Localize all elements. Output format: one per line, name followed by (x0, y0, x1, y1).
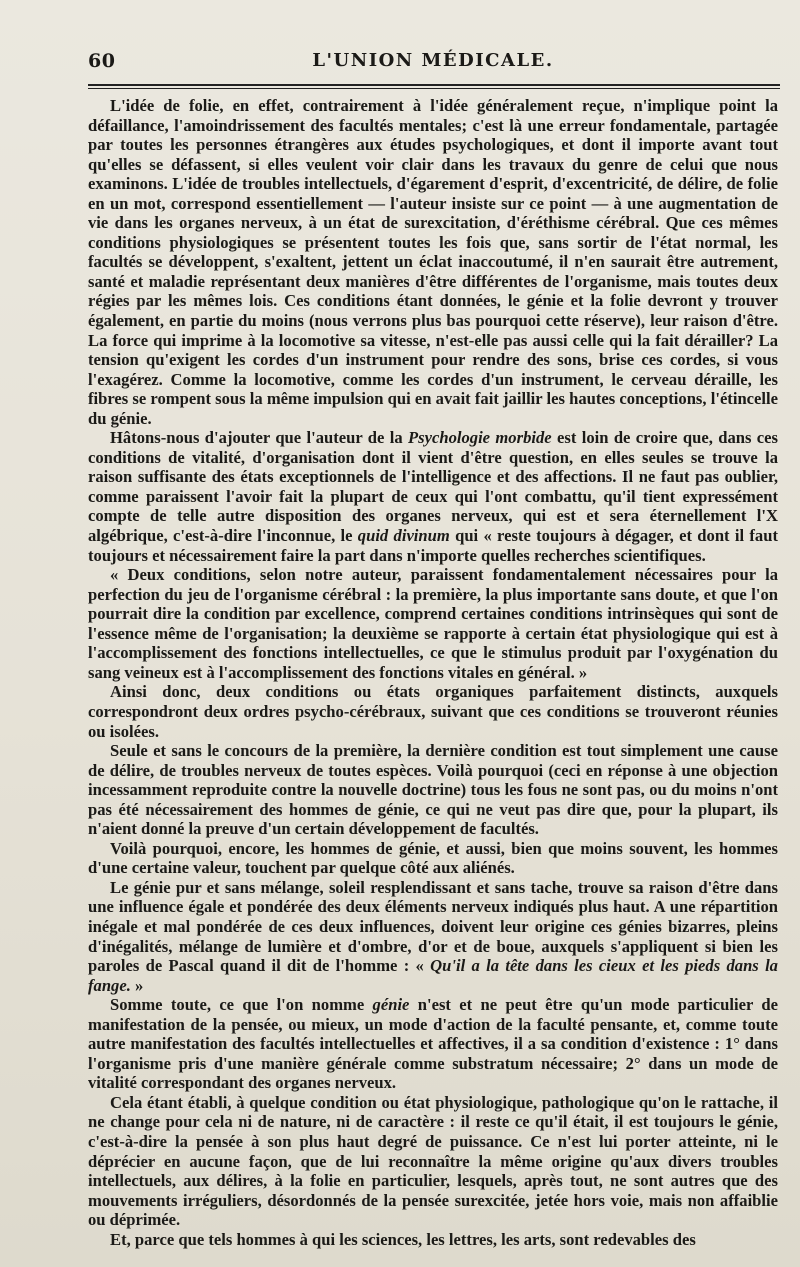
page-header (88, 50, 778, 78)
article-body (88, 96, 778, 1261)
page-number: 60 (88, 50, 116, 72)
paragraph-deux-conditions: « Deux conditions, selon notre auteur, paraissent fondamentalement nécessaires pour la perfection du jeu de l'organisme cérébral : la première, la plus importante sans doute, et que l'on pourrait dire la condition par excellence, comprend certaines conditions intrinsèques qui sont de l'essence même de l'organisation; la deuxième se rapporte à certain état physiologique qui est à l'accomplissement des fonctions intellectuelles, ce que le stimulus produit par l'oxygénation du sang veineux est à l'accomplissement des fonctions vitales en général. » (88, 565, 778, 682)
paragraph-psychologie-morbide (88, 428, 778, 565)
paragraph-text: » (130, 975, 144, 995)
term-genie: génie (372, 995, 410, 1015)
paragraph-ainsi-donc: Ainsi donc, deux conditions ou états organiques parfaitement distincts, auxquels correspondront deux ordres psycho-cérébraux, suivant que ces conditions se trouveront réunies ou isolées. (88, 682, 778, 741)
paragraph-seule-et-sans: Seule et sans le concours de la première, la dernière condition est tout simplement une cause de délire, de troubles nerveux de toutes espèces. Voilà pourquoi (ceci en réponse à une objection incessamment reproduite contre la nouvelle doctrine) tous les fous ne sont pas, ou du moins n'ont pas été nécessairement des hommes de génie, ce qui ne veut pas dire que, pour la plupart, ils n'aient donné la preuve d'un certain développement de facultés. (88, 741, 778, 839)
paragraph-text: Le génie pur et sans mélange, soleil resplendissant et sans tache, trouve sa raison d'être dans une influence égale et pondérée des deux éléments nerveux indiqués plus haut. A une répartition inégale et mal pondérée de ces deux influences, doivent leur origine ces génies bizarres, pleins d'inégalités, mélange de lumière et d'ombre, d'or et de boue, auxquels s'appliquent si bien les paroles de Pascal quand il dit de l'homme : « (88, 877, 778, 976)
header-rule (88, 84, 780, 89)
paragraph-cela-etant-etabli: Cela étant établi, à quelque condition ou état physiologique, pathologique qu'on le rattache, il ne change pour cela ni de nature, ni de caractère : il reste ce qu'il était, il est toujours le génie, c'est-à-dire la pensée à son plus haut degré de puissance. Ce n'est lui porter atteinte, ni le déprécier en aucune façon, que de lui reconnaître la même origine qu'aux divers troubles intellectuels, aux délires, à la folie en particulier, lesquels, après tout, ne sont autres que des mouvements irréguliers, désordonnés de la pensée surexcitée, jetée hors voie, mais non affaiblie ou déprimée. (88, 1092, 778, 1230)
latin-quid-divinum: quid divinum (357, 526, 450, 546)
running-title: L'UNION MÉDICALE. (312, 50, 554, 71)
paragraph-genie-pur (88, 878, 778, 995)
paragraph-et-parce-que: Et, parce que tels hommes à qui les sciences, les lettres, les arts, sont redevables des (110, 1229, 696, 1249)
paragraph-voila-pourquoi: Voilà pourquoi, encore, les hommes de génie, et aussi, bien que moins souvent, les hommes d'une certaine valeur, touchent par quelque côté aux aliénés. (88, 838, 778, 878)
paragraph-text: n'est et ne peut être qu'un mode particulier de manifestation de la pensée, ou mieux, un mode d'action de la faculté pensante, et, comme toute autre manifestation des facultés intellectuelles et affectives, il a sa condition d'existence : 1° dans l'organisme pris d'une manière générale comme substratum nécessaire; 2° dans un mode de vitalité correspondant des organes nerveux. (88, 995, 778, 1093)
pascal-quote: Qu'il a la tête dans les cieux et les pieds dans la fange. (88, 956, 778, 995)
paragraph-text: Somme toute, ce que l'on nomme (110, 995, 373, 1015)
paragraph-folie-definition: L'idée de folie, en effet, contrairement à l'idée généralement reçue, n'implique point la défaillance, l'amoindrissement des facultés mentales; c'est là une erreur fondamentale, partagée par toutes les personnes étrangères aux études psychologiques, et dont il importe avant tout qu'elles se défassent, si elles veulent voir clair dans les travaux du genre de celui que nous examinons. L'idée de troubles intellectuels, d'égarement d'esprit, d'excentricité, de délire, de folie en un mot, correspond essentiellement — l'auteur insiste sur ce point — à une augmentation de vie dans les organes nerveux, à un état de surexcitation, d'éréthisme cérébral. Que ces mêmes conditions physiologiques se présentent toutes les fois que, sans sortir de l'état normal, les facultés se développent, s'exaltent, jettent un éclat inaccoutumé, il n'en saurait être autrement, santé et maladie représentant deux manières d'être différentes de l'organisme, mais toutes deux régies par les mêmes lois. Ces conditions étant données, le génie et la folie devront y trouver également, en partie du moins (nous verrons plus bas pourquoi cette réserve), leur raison d'être. La force qui imprime à la locomotive sa vitesse, n'est-elle pas aussi celle qui la fait dérailler? La tension qu'exigent les cordes d'un instrument pour rendre des sons, brise ces cordes, si vous l'exagérez. Comme la locomotive, comme les cordes d'un instrument, le cerveau déraille, les fibres se rompent sous la même impulsion qui en avait fait jaillir les hautes conceptions, l'étincelle du génie. (88, 96, 778, 428)
paragraph-text: Hâtons-nous d'ajouter que l'auteur de la (110, 428, 409, 448)
paragraph-somme-toute (88, 995, 778, 1093)
paragraph-text: qui « reste toujours à dégager, et dont il faut toujours et nécessairement faire la part dans n'importe quelles recherches scientifiques. (88, 526, 778, 565)
book-title-psychologie-morbide: Psychologie morbide (408, 428, 552, 448)
paragraph-text: est loin de croire que, dans ces conditions de vitalité, d'organisation dont il vient d'être question, en elles seules se trouve la raison suffisante des états exceptionnels de l'intelligence et des affections. Il ne faut pas oublier, comme paraissent l'avoir fait la plupart de ceux qui l'ont combattu, qu'il tient expressément compte de telle autre disposition des organes nerveux, qui est et sera éternellement l'X algébrique, c'est-à-dire l'inconnue, le (88, 428, 778, 546)
